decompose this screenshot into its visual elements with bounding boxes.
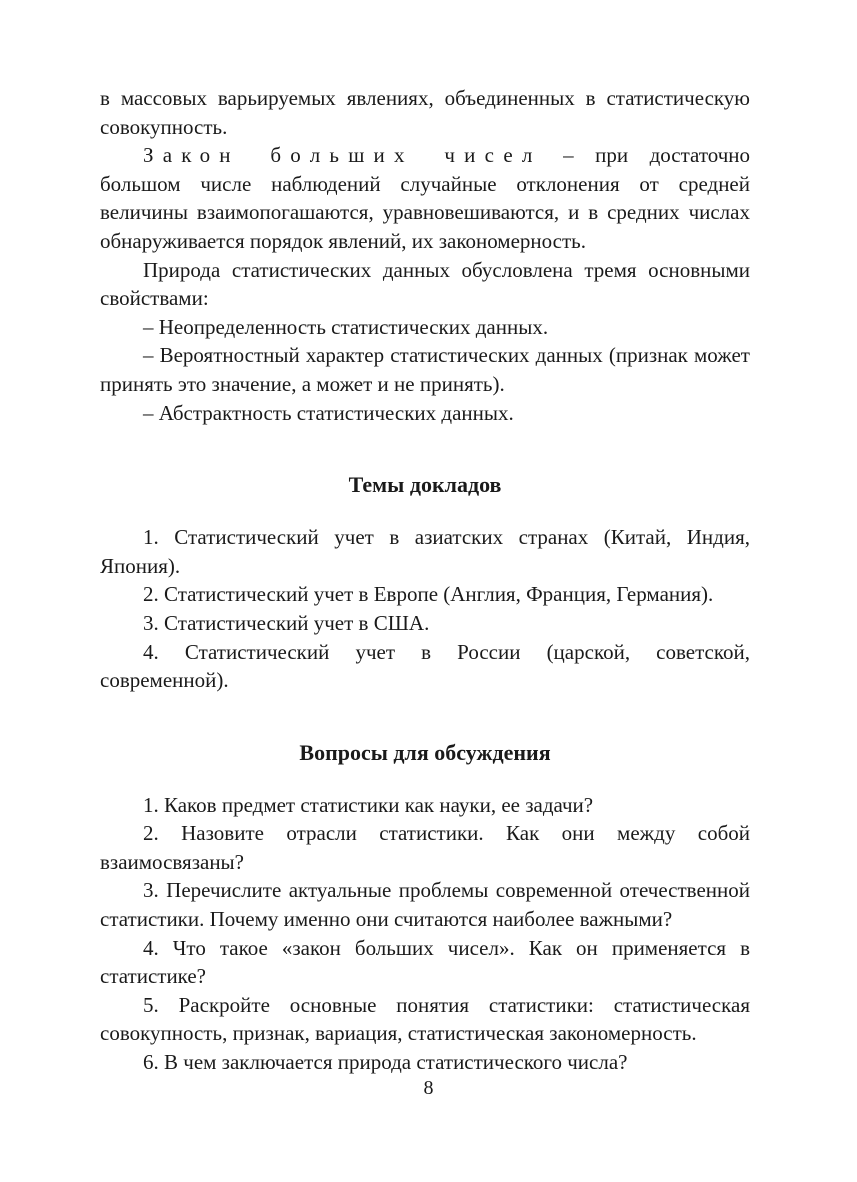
law-term: Закон больших чисел <box>143 143 542 168</box>
question-item: 2. Назовите отрасли статистики. Как они между собой взаимосвязаны? <box>100 821 750 874</box>
topic-item: 1. Статистический учет в азиатских странах (Китай, Индия, Япония). <box>100 525 750 578</box>
property-item: – Неопределенность статистических данных. <box>143 314 549 339</box>
property-item: – Абстрактность статистических данных. <box>143 400 514 425</box>
questions-heading: Вопросы для обсуждения <box>299 739 551 765</box>
topic-item: 2. Статистический учет в Европе (Англия, Франция, Германия). <box>143 582 714 607</box>
question-item: 1. Каков предмет статистики как науки, ее задачи? <box>143 792 594 817</box>
nature-paragraph: Природа статистических данных обусловлена тремя основными свойствами: <box>100 257 750 311</box>
page-number: 8 <box>423 1077 434 1099</box>
question-item: 4. Что такое «закон больших чисел». Как он применяется в статистике? <box>100 935 750 989</box>
topic-item: 3. Статистический учет в США. <box>143 610 430 635</box>
topic-item: 4. Статистический учет в России (царской, советской, современной). <box>100 639 750 693</box>
property-item: – Вероятностный характер статистических данных (признак может принять это значение, а может и не принять). <box>100 343 750 396</box>
question-item: 5. Раскройте основные понятия статистики: статистическая совокупность, признак, вариация, статистическая закономерность. <box>100 992 750 1046</box>
intro-continuation: в массовых варьируемых явлениях, объединенных в статистическую совокупность. <box>100 86 750 139</box>
law-definition: – при достаточно большом числе наблюдений случайные отклонения от средней величины взаимопогашаются, уравновешиваются, и в средних числах обнаруживается порядок явлений, их закономерность. <box>100 143 750 253</box>
topics-heading: Темы докладов <box>348 472 502 498</box>
question-item: 3. Перечислите актуальные проблемы современной отечественной статистики. Почему именно они считаются наиболее важными? <box>100 878 750 932</box>
page-body <box>100 84 750 1077</box>
law-of-large-numbers-paragraph <box>100 141 750 255</box>
question-item: 6. В чем заключается природа статистического числа? <box>143 1050 628 1075</box>
